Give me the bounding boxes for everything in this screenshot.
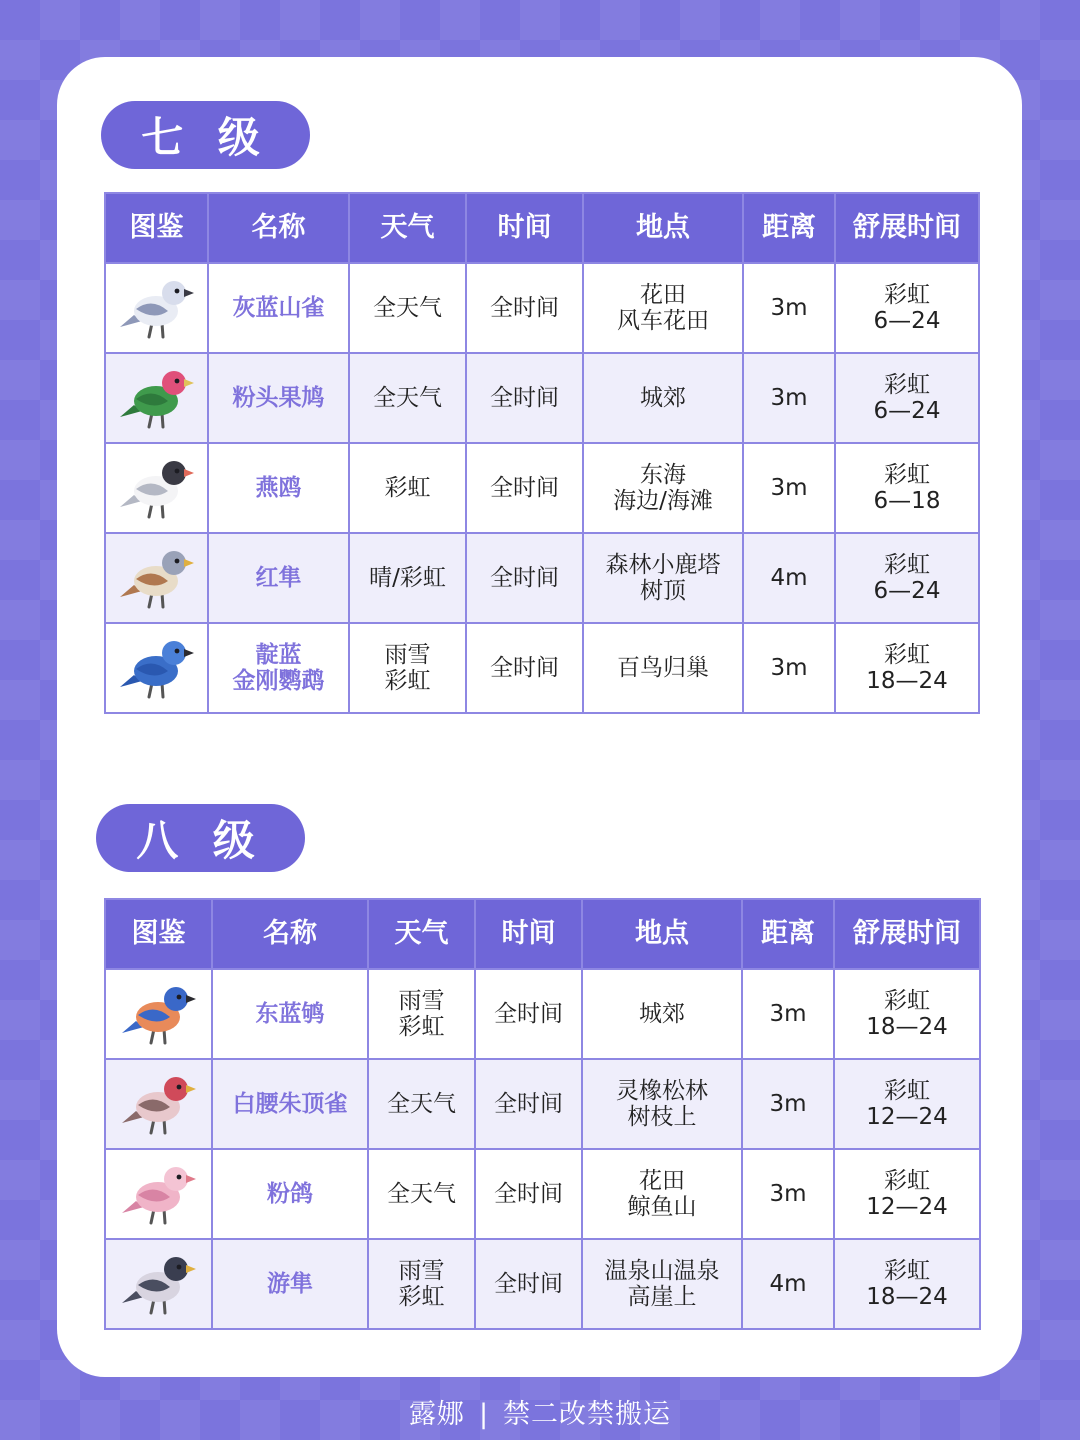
stretch-time-cell-text: 彩虹 18—24	[866, 1258, 948, 1310]
bird-name-text: 燕鸥	[255, 475, 302, 501]
location-cell-text: 森林小鹿塔 树顶	[605, 552, 721, 604]
stretch-time-cell-text: 彩虹 6—24	[873, 282, 941, 334]
bird-name-text: 东蓝鸲	[255, 1001, 325, 1027]
weather-cell-text: 全天气	[387, 1091, 456, 1117]
weather-cell	[349, 353, 466, 443]
stretch-time-cell	[835, 533, 979, 623]
kestrel-icon	[118, 541, 196, 615]
location-cell-text: 百鸟归巢	[617, 655, 709, 681]
header-location: 地点	[582, 899, 742, 969]
weather-cell-text: 全天气	[387, 1181, 456, 1207]
peregrine-falcon-icon	[120, 1247, 198, 1321]
weather-cell-text: 雨雪 彩虹	[384, 642, 431, 694]
distance-cell	[742, 969, 834, 1059]
weather-cell-text: 雨雪 彩虹	[398, 988, 445, 1040]
stretch-time-cell-text: 彩虹 18—24	[866, 988, 948, 1040]
stretch-time-cell	[834, 1149, 980, 1239]
weather-cell-text: 全天气	[373, 295, 442, 321]
bird-name	[208, 353, 349, 443]
pink-dove-icon	[120, 1157, 198, 1231]
header-name: 名称	[208, 193, 349, 263]
table-header-row	[105, 193, 979, 263]
weather-cell	[368, 1059, 475, 1149]
time-cell-text: 全时间	[490, 655, 559, 681]
header-distance: 距离	[742, 899, 834, 969]
bird-icon-cell	[105, 623, 208, 713]
header-distance: 距离	[743, 193, 835, 263]
footer-notice: 禁二改禁搬运	[503, 1399, 672, 1430]
time-cell-text: 全时间	[494, 1271, 563, 1297]
table-row	[105, 623, 979, 713]
distance-cell-text: 3m	[770, 475, 808, 501]
stretch-time-cell	[834, 1239, 980, 1329]
time-cell	[466, 623, 583, 713]
weather-cell-text: 彩虹	[384, 475, 431, 501]
table-header-row	[105, 899, 980, 969]
location-cell	[583, 443, 743, 533]
header-stretch-time: 舒展时间	[835, 193, 979, 263]
bird-name-text: 白腰朱顶雀	[232, 1091, 348, 1117]
distance-cell	[743, 443, 835, 533]
location-cell-text: 灵橡松林 树枝上	[616, 1078, 708, 1130]
location-cell	[583, 623, 743, 713]
bird-name	[212, 1239, 368, 1329]
bird-name	[208, 443, 349, 533]
distance-cell-text: 3m	[770, 385, 808, 411]
stretch-time-cell-text: 彩虹 6—24	[873, 372, 941, 424]
table-row	[105, 443, 979, 533]
bird-icon-cell	[105, 969, 212, 1059]
bird-icon-cell	[105, 443, 208, 533]
stretch-time-cell-text: 彩虹 6—18	[873, 462, 941, 514]
stretch-time-cell-text: 彩虹 18—24	[866, 642, 948, 694]
time-cell-text: 全时间	[494, 1091, 563, 1117]
footer-author: 露娜	[408, 1399, 465, 1430]
bird-name	[208, 263, 349, 353]
distance-cell-text: 3m	[770, 295, 808, 321]
header-time: 时间	[466, 193, 583, 263]
table-row	[105, 1149, 980, 1239]
section-title-level-8: 八 级	[96, 804, 305, 872]
distance-cell-text: 3m	[769, 1181, 807, 1207]
bird-name	[212, 1059, 368, 1149]
distance-cell	[743, 263, 835, 353]
location-cell	[582, 1059, 742, 1149]
stretch-time-cell-text: 彩虹 12—24	[866, 1078, 948, 1130]
header-location: 地点	[583, 193, 743, 263]
weather-cell	[349, 533, 466, 623]
distance-cell	[742, 1059, 834, 1149]
distance-cell-text: 3m	[770, 655, 808, 681]
location-cell	[582, 969, 742, 1059]
stretch-time-cell-text: 彩虹 6—24	[873, 552, 941, 604]
bird-icon-cell	[105, 1239, 212, 1329]
header-pokedex: 图鉴	[105, 899, 212, 969]
time-cell	[475, 1149, 582, 1239]
bird-icon-cell	[105, 533, 208, 623]
bird-name-text: 粉头果鸠	[232, 385, 325, 411]
table-row	[105, 1059, 980, 1149]
table-row	[105, 353, 979, 443]
location-cell-text: 花田 鲸鱼山	[627, 1168, 697, 1220]
weather-cell-text: 晴/彩虹	[369, 565, 446, 591]
bird-table-level-7	[104, 192, 980, 714]
location-cell	[583, 353, 743, 443]
bird-name-text: 红隼	[255, 565, 302, 591]
footer-separator: |	[478, 1399, 490, 1430]
location-cell-text: 东海 海边/海滩	[613, 462, 713, 514]
time-cell-text: 全时间	[494, 1001, 563, 1027]
weather-cell	[349, 623, 466, 713]
bird-icon-cell	[105, 1059, 212, 1149]
time-cell	[466, 443, 583, 533]
header-weather: 天气	[349, 193, 466, 263]
bird-name-text: 游隼	[267, 1271, 313, 1297]
bird-table-level-8	[104, 898, 981, 1330]
distance-cell	[743, 623, 835, 713]
eastern-bluebird-icon	[120, 977, 198, 1051]
weather-cell-text: 雨雪 彩虹	[398, 1258, 445, 1310]
stretch-time-cell	[835, 263, 979, 353]
weather-cell-text: 全天气	[373, 385, 442, 411]
bird-name-text: 灰蓝山雀	[232, 295, 325, 321]
bird-icon-cell	[105, 263, 208, 353]
footer	[0, 1392, 1080, 1431]
location-cell	[582, 1149, 742, 1239]
location-cell-text: 温泉山温泉 高崖上	[604, 1258, 720, 1310]
header-time: 时间	[475, 899, 582, 969]
weather-cell	[368, 1239, 475, 1329]
hyacinth-macaw-icon	[118, 631, 196, 705]
distance-cell-text: 3m	[769, 1001, 807, 1027]
stretch-time-cell-text: 彩虹 12—24	[866, 1168, 948, 1220]
weather-cell	[368, 1149, 475, 1239]
header-name: 名称	[212, 899, 368, 969]
table-row	[105, 533, 979, 623]
bird-name	[212, 1149, 368, 1239]
pink-head-pigeon-icon	[118, 361, 196, 435]
weather-cell	[349, 443, 466, 533]
stretch-time-cell	[834, 1059, 980, 1149]
time-cell-text: 全时间	[490, 385, 559, 411]
redpoll-icon	[120, 1067, 198, 1141]
distance-cell	[743, 533, 835, 623]
bird-icon-cell	[105, 1149, 212, 1239]
distance-cell-text: 4m	[770, 565, 808, 591]
distance-cell-text: 3m	[769, 1091, 807, 1117]
stretch-time-cell	[834, 969, 980, 1059]
bird-name-text: 靛蓝 金刚鹦鹉	[232, 642, 325, 694]
section-title-level-7: 七 级	[101, 101, 310, 169]
bird-name	[208, 533, 349, 623]
bird-name	[212, 969, 368, 1059]
location-cell-text: 花田 风车花田	[617, 282, 709, 334]
header-stretch-time: 舒展时间	[834, 899, 980, 969]
gray-blue-bird-icon	[118, 271, 196, 345]
location-cell	[583, 533, 743, 623]
stretch-time-cell	[835, 443, 979, 533]
distance-cell	[743, 353, 835, 443]
time-cell	[475, 1239, 582, 1329]
distance-cell-text: 4m	[769, 1271, 807, 1297]
bird-name-text: 粉鸽	[267, 1181, 313, 1207]
time-cell-text: 全时间	[490, 565, 559, 591]
table-row	[105, 263, 979, 353]
distance-cell	[742, 1239, 834, 1329]
time-cell-text: 全时间	[490, 295, 559, 321]
bird-name	[208, 623, 349, 713]
table-row	[105, 1239, 980, 1329]
time-cell	[466, 263, 583, 353]
header-pokedex: 图鉴	[105, 193, 208, 263]
time-cell	[475, 969, 582, 1059]
table-row	[105, 969, 980, 1059]
location-cell-text: 城郊	[639, 1001, 685, 1027]
time-cell	[466, 353, 583, 443]
time-cell-text: 全时间	[490, 475, 559, 501]
location-cell	[582, 1239, 742, 1329]
header-weather: 天气	[368, 899, 475, 969]
stretch-time-cell	[835, 353, 979, 443]
bird-icon-cell	[105, 353, 208, 443]
weather-cell	[368, 969, 475, 1059]
location-cell-text: 城郊	[640, 385, 686, 411]
time-cell-text: 全时间	[494, 1181, 563, 1207]
weather-cell	[349, 263, 466, 353]
stretch-time-cell	[835, 623, 979, 713]
distance-cell	[742, 1149, 834, 1239]
time-cell	[466, 533, 583, 623]
time-cell	[475, 1059, 582, 1149]
tern-icon	[118, 451, 196, 525]
location-cell	[583, 263, 743, 353]
